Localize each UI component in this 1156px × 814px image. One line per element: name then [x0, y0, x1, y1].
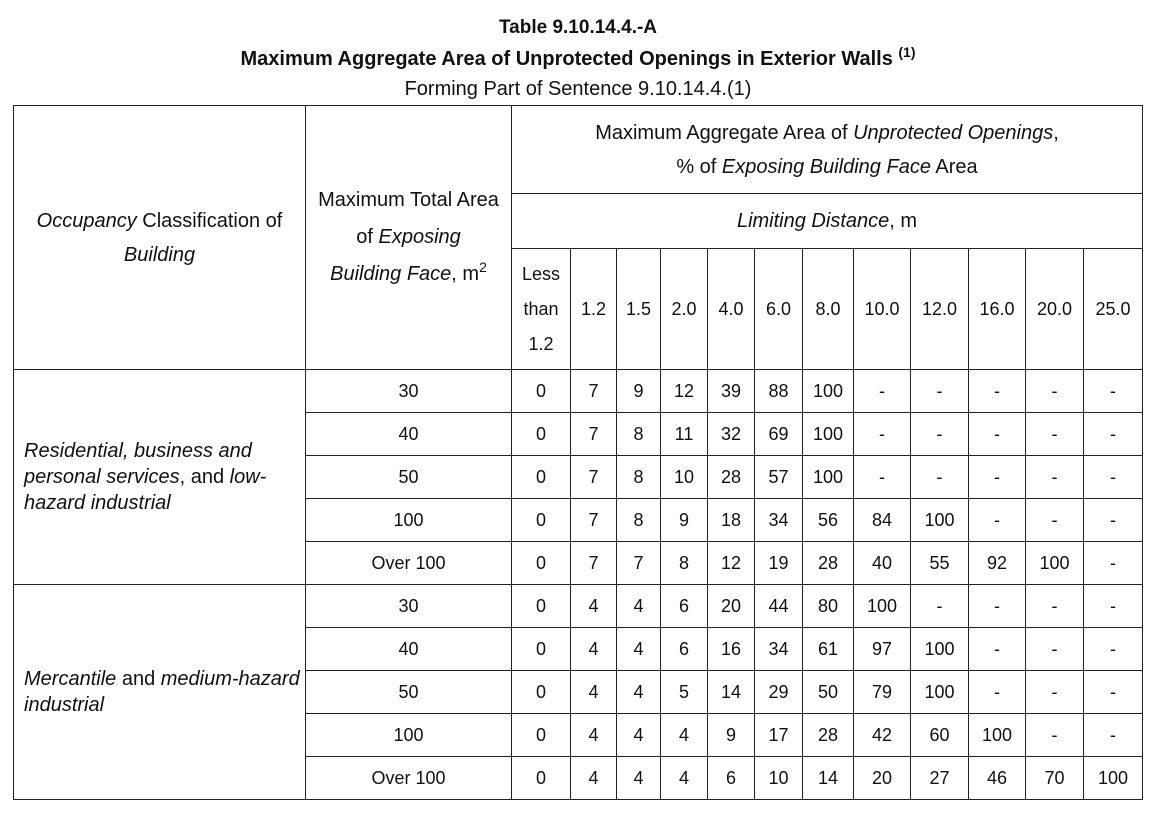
- header-distance: 2.0: [661, 249, 708, 370]
- percent-cell: 7: [617, 542, 661, 585]
- percent-cell: 16: [708, 628, 755, 671]
- percent-cell: 0: [512, 671, 571, 714]
- percent-cell: 29: [755, 671, 803, 714]
- percent-cell: 40: [854, 542, 911, 585]
- percent-cell: -: [1026, 628, 1084, 671]
- percent-cell: 7: [571, 456, 617, 499]
- percent-cell: 100: [1084, 757, 1143, 800]
- percent-cell: 97: [854, 628, 911, 671]
- percent-cell: 0: [512, 413, 571, 456]
- percent-cell: 8: [617, 499, 661, 542]
- percent-cell: -: [969, 585, 1026, 628]
- percent-cell: 69: [755, 413, 803, 456]
- header-distance: 12.0: [911, 249, 969, 370]
- percent-cell: 20: [708, 585, 755, 628]
- percent-cell: -: [1084, 542, 1143, 585]
- header-distance: 20.0: [1026, 249, 1084, 370]
- percent-cell: 100: [911, 671, 969, 714]
- header-distance: 10.0: [854, 249, 911, 370]
- percent-cell: 0: [512, 585, 571, 628]
- table-number: Table 9.10.14.4.-A: [498, 17, 658, 38]
- percent-cell: 55: [911, 542, 969, 585]
- header-max-area-exposing: Exposing: [378, 226, 461, 248]
- percent-cell: 12: [708, 542, 755, 585]
- percent-cell: 9: [708, 714, 755, 757]
- percent-cell: 100: [911, 499, 969, 542]
- header-distance: 1.2: [571, 249, 617, 370]
- percent-cell: 4: [617, 671, 661, 714]
- header-distance: 16.0: [969, 249, 1026, 370]
- percent-cell: 28: [708, 456, 755, 499]
- percent-cell: 4: [617, 585, 661, 628]
- percent-cell: -: [969, 456, 1026, 499]
- percent-cell: 10: [755, 757, 803, 800]
- area-cell: 40: [306, 413, 512, 456]
- percent-cell: 46: [969, 757, 1026, 800]
- percent-cell: 11: [661, 413, 708, 456]
- percent-cell: 60: [911, 714, 969, 757]
- percent-cell: 4: [661, 714, 708, 757]
- occupancy-group-label: [14, 370, 306, 585]
- percent-cell: 6: [661, 585, 708, 628]
- percent-cell: 34: [755, 499, 803, 542]
- percent-cell: 28: [803, 542, 854, 585]
- occupancy-group-label: [14, 585, 306, 800]
- openings-table: [13, 105, 1143, 800]
- header-ld-term: Limiting Distance: [736, 209, 890, 232]
- percent-cell: 8: [617, 456, 661, 499]
- less-than-l1: Less: [521, 263, 561, 284]
- percent-cell: 12: [661, 370, 708, 413]
- percent-cell: 10: [661, 456, 708, 499]
- percent-cell: 79: [854, 671, 911, 714]
- percent-cell: -: [1084, 413, 1143, 456]
- header-agg-l2a: % of: [676, 155, 722, 178]
- percent-cell: 0: [512, 542, 571, 585]
- percent-cell: 28: [803, 714, 854, 757]
- percent-cell: -: [854, 370, 911, 413]
- percent-cell: 92: [969, 542, 1026, 585]
- header-limiting-distance: [512, 194, 1143, 249]
- percent-cell: 0: [512, 757, 571, 800]
- percent-cell: 80: [803, 585, 854, 628]
- percent-cell: -: [1084, 370, 1143, 413]
- percent-cell: 4: [571, 714, 617, 757]
- percent-cell: -: [1084, 585, 1143, 628]
- percent-cell: -: [1026, 671, 1084, 714]
- percent-cell: 0: [512, 628, 571, 671]
- occupancy-label-segment: low-hazard industrial: [24, 466, 267, 514]
- percent-cell: -: [1026, 585, 1084, 628]
- percent-cell: -: [911, 585, 969, 628]
- percent-cell: 100: [911, 628, 969, 671]
- percent-cell: -: [911, 456, 969, 499]
- occupancy-label-segment: , and: [179, 466, 230, 488]
- percent-cell: 14: [708, 671, 755, 714]
- percent-cell: -: [969, 413, 1026, 456]
- percent-cell: -: [1084, 456, 1143, 499]
- header-distance: 4.0: [708, 249, 755, 370]
- table-title: [0, 46, 1156, 72]
- percent-cell: 9: [617, 370, 661, 413]
- table-title-text: Maximum Aggregate Area of Unprotected Openings in Exterior Walls: [240, 48, 893, 70]
- percent-cell: 14: [803, 757, 854, 800]
- percent-cell: -: [1026, 456, 1084, 499]
- area-cell: Over 100: [306, 757, 512, 800]
- percent-cell: 34: [755, 628, 803, 671]
- header-ld-unit: , m: [889, 209, 918, 232]
- percent-cell: 4: [571, 757, 617, 800]
- percent-cell: 56: [803, 499, 854, 542]
- area-cell: 40: [306, 628, 512, 671]
- percent-cell: 4: [571, 585, 617, 628]
- percent-cell: -: [854, 456, 911, 499]
- percent-cell: 27: [911, 757, 969, 800]
- header-max-area-unit: , m: [451, 263, 480, 285]
- percent-cell: 6: [708, 757, 755, 800]
- header-distance: 1.5: [617, 249, 661, 370]
- percent-cell: 0: [512, 370, 571, 413]
- table-subtitle: Forming Part of Sentence 9.10.14.4.(1): [404, 78, 752, 100]
- percent-cell: 8: [661, 542, 708, 585]
- table-row: [14, 370, 1143, 413]
- occupancy-label-segment: medium-hazard industrial: [24, 668, 300, 716]
- percent-cell: 88: [755, 370, 803, 413]
- percent-cell: 0: [512, 714, 571, 757]
- occupancy-label-segment: and: [116, 668, 161, 690]
- percent-cell: 100: [969, 714, 1026, 757]
- percent-cell: -: [1026, 413, 1084, 456]
- header-agg-l2b: Exposing Building Face: [721, 155, 931, 178]
- header-max-area-sup: 2: [479, 259, 487, 275]
- percent-cell: -: [969, 671, 1026, 714]
- percent-cell: -: [911, 370, 969, 413]
- percent-cell: -: [969, 628, 1026, 671]
- percent-cell: 39: [708, 370, 755, 413]
- percent-cell: 57: [755, 456, 803, 499]
- percent-cell: 19: [755, 542, 803, 585]
- header-max-area-of: of: [356, 226, 379, 248]
- area-cell: 50: [306, 671, 512, 714]
- percent-cell: 17: [755, 714, 803, 757]
- percent-cell: 32: [708, 413, 755, 456]
- percent-cell: -: [911, 413, 969, 456]
- header-agg-l1a: Maximum Aggregate Area of: [595, 121, 854, 144]
- percent-cell: 7: [571, 542, 617, 585]
- percent-cell: 70: [1026, 757, 1084, 800]
- percent-cell: 18: [708, 499, 755, 542]
- percent-cell: 4: [617, 714, 661, 757]
- percent-cell: 8: [617, 413, 661, 456]
- percent-cell: 0: [512, 456, 571, 499]
- percent-cell: -: [969, 499, 1026, 542]
- header-aggregate-area: [512, 106, 1143, 194]
- percent-cell: -: [1026, 499, 1084, 542]
- percent-cell: 42: [854, 714, 911, 757]
- area-cell: 30: [306, 585, 512, 628]
- header-distance: 6.0: [755, 249, 803, 370]
- header-agg-l1c: ,: [1053, 121, 1059, 144]
- area-cell: 100: [306, 499, 512, 542]
- percent-cell: 44: [755, 585, 803, 628]
- header-agg-l1b: Unprotected Openings: [853, 121, 1054, 144]
- percent-cell: -: [1084, 714, 1143, 757]
- header-occupancy-term: Occupancy: [36, 209, 137, 232]
- percent-cell: 4: [571, 628, 617, 671]
- percent-cell: 6: [661, 628, 708, 671]
- percent-cell: 84: [854, 499, 911, 542]
- header-max-area-face: Building Face: [330, 263, 452, 285]
- less-than-l2: than: [523, 298, 559, 319]
- percent-cell: 61: [803, 628, 854, 671]
- header-distance: 8.0: [803, 249, 854, 370]
- percent-cell: 7: [571, 370, 617, 413]
- header-occupancy-building: Building: [123, 243, 196, 266]
- percent-cell: -: [1026, 714, 1084, 757]
- percent-cell: 9: [661, 499, 708, 542]
- occupancy-label-segment: Mercantile: [24, 668, 117, 690]
- percent-cell: 7: [571, 499, 617, 542]
- table-row: [14, 585, 1143, 628]
- table-footnote-ref: (1): [898, 44, 916, 60]
- percent-cell: 50: [803, 671, 854, 714]
- percent-cell: -: [1084, 499, 1143, 542]
- header-agg-l2c: Area: [930, 155, 978, 178]
- header-occupancy-text: Classification of: [136, 209, 283, 232]
- percent-cell: 20: [854, 757, 911, 800]
- percent-cell: -: [1026, 370, 1084, 413]
- header-max-area: [306, 106, 512, 370]
- percent-cell: 100: [803, 370, 854, 413]
- area-cell: 30: [306, 370, 512, 413]
- header-max-area-line1: Maximum Total Area: [318, 189, 499, 211]
- percent-cell: 4: [571, 671, 617, 714]
- percent-cell: 4: [617, 757, 661, 800]
- percent-cell: 100: [1026, 542, 1084, 585]
- percent-cell: -: [854, 413, 911, 456]
- percent-cell: 4: [661, 757, 708, 800]
- percent-cell: 7: [571, 413, 617, 456]
- area-cell: 50: [306, 456, 512, 499]
- area-cell: Over 100: [306, 542, 512, 585]
- percent-cell: 100: [803, 413, 854, 456]
- percent-cell: -: [1084, 671, 1143, 714]
- header-less-than: [512, 249, 571, 370]
- percent-cell: 100: [803, 456, 854, 499]
- percent-cell: 4: [617, 628, 661, 671]
- percent-cell: 5: [661, 671, 708, 714]
- percent-cell: 0: [512, 499, 571, 542]
- header-occupancy: [14, 106, 306, 370]
- percent-cell: 100: [854, 585, 911, 628]
- occupancy-label-segment: Residential, business and personal services: [24, 440, 252, 488]
- percent-cell: -: [969, 370, 1026, 413]
- table-body: [14, 370, 1143, 800]
- percent-cell: -: [1084, 628, 1143, 671]
- less-than-l3: 1.2: [528, 333, 554, 354]
- header-distance: 25.0: [1084, 249, 1143, 370]
- area-cell: 100: [306, 714, 512, 757]
